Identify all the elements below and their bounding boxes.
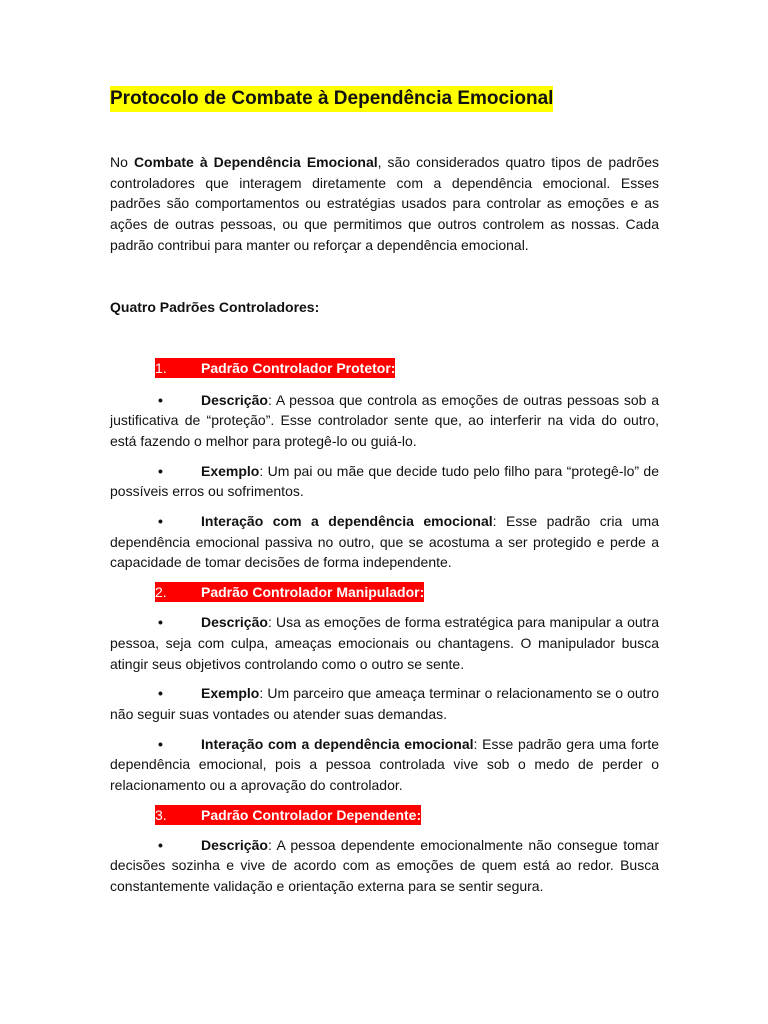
bullet-term: Exemplo: [201, 685, 260, 702]
bullet-dot: •: [158, 685, 163, 702]
bullet-dot: •: [158, 513, 163, 530]
bullet-term: Interação com a dependência emocional: [201, 513, 493, 530]
bullet-dot: •: [158, 391, 163, 408]
pattern-heading-highlight: [155, 582, 424, 602]
pattern-title: Padrão Controlador Protetor:: [201, 359, 396, 376]
pattern-number: 1.: [155, 359, 167, 376]
pattern-heading-highlight: [155, 805, 421, 825]
bullet-item: [110, 390, 659, 452]
pattern-number: 2.: [155, 584, 167, 601]
intro-before: No: [110, 154, 134, 170]
pattern-heading-2: [110, 582, 659, 603]
pattern-heading-3: [110, 805, 659, 826]
pattern-3: [110, 805, 659, 897]
document-content: [110, 86, 659, 897]
bullet-dot: •: [158, 614, 163, 631]
bullet-item: [110, 612, 659, 674]
pattern-heading-1: [110, 358, 659, 379]
pattern-1: [110, 358, 659, 574]
bullet-item: [110, 734, 659, 796]
pattern-number: 3.: [155, 806, 167, 823]
bullet-text: : A pessoa que controla as emoções de outras pessoas sob a justificativa de “proteção”. Esse controlador sente que, ao interferir na vida do outro, está fazendo o melhor para protegê-lo ou guiá-lo.: [110, 391, 659, 449]
bullet-term: Descrição: [201, 836, 268, 853]
bullet-text: : Um pai ou mãe que decide tudo pelo filho para “protegê-lo” de possíveis erros ou sofrimentos.: [110, 462, 659, 500]
bullet-text: : Um parceiro que ameaça terminar o relacionamento se o outro não seguir suas vontades ou atender suas demandas.: [110, 685, 659, 722]
pattern-title: Padrão Controlador Manipulador:: [201, 584, 425, 601]
bullet-text: : Esse padrão gera uma forte dependência emocional, pois a pessoa controlada vive sob o medo de perder o relacionamento ou a aprovação do controlador.: [110, 735, 660, 794]
bullet-dot: •: [158, 735, 163, 752]
bullet-item: [110, 511, 659, 573]
intro-paragraph: [110, 152, 659, 256]
bullet-item: [110, 835, 659, 897]
section-heading: Quatro Padrões Controladores:: [110, 298, 320, 315]
intro-after: , são considerados quatro tipos de padrões controladores que interagem diretamente com a dependência emocional. Esses padrões são comportamentos ou estratégias usados para controlar as emoções e as ações de outras pessoas, ou que permitimos que outros controlem as nossas. Cada padrão contribui para manter ou reforçar a dependência emocional.: [110, 154, 659, 253]
bullet-text: : Esse padrão cria uma dependência emocional passiva no outro, que se acostuma a ser protegido e perde a capacidade de tomar decisões de forma independente.: [110, 513, 659, 571]
pattern-2: [110, 582, 659, 796]
bullet-item: [110, 683, 659, 724]
document-title: Protocolo de Combate à Dependência Emocional: [110, 86, 553, 112]
bullet-item: [110, 461, 659, 502]
bullet-term: Exemplo: [201, 462, 260, 479]
pattern-heading-highlight: [155, 358, 395, 378]
intro-bold: Combate à Dependência Emocional: [133, 154, 378, 170]
bullet-dot: •: [158, 836, 163, 853]
bullet-term: Interação com a dependência emocional: [201, 735, 474, 752]
pattern-title: Padrão Controlador Dependente:: [201, 806, 422, 823]
title-wrap: [110, 86, 659, 112]
bullet-dot: •: [158, 462, 163, 479]
bullet-text: : Usa as emoções de forma estratégica para manipular a outra pessoa, seja com culpa, ameaças emocionais ou chantagens. O manipulador busca atingir seus objetivos controlando como o outro se sente.: [110, 614, 659, 672]
bullet-term: Descrição: [201, 391, 268, 408]
bullet-term: Descrição: [201, 614, 268, 631]
bullet-text: : A pessoa dependente emocionalmente não consegue tomar decisões sozinha e vive de acordo com as emoções de quem está ao redor. Busca constantemente validação e orientação externa para se sentir segura.: [110, 836, 659, 895]
